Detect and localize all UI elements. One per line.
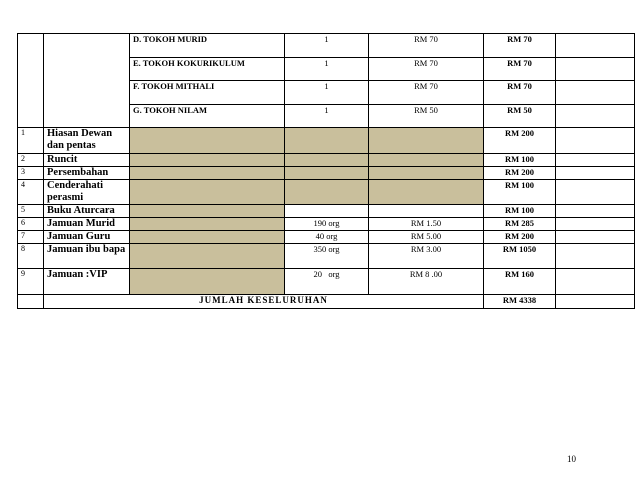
item-row [18, 269, 635, 295]
item-number: 8 [18, 244, 44, 269]
shaded-cell [130, 269, 285, 295]
sub-item-name-cell [44, 34, 130, 128]
item-name: Persembahan [44, 167, 130, 180]
sub-item-qty: 1 [285, 104, 369, 128]
shaded-cell [369, 180, 484, 205]
item-name: Jamuan ibu bapa [44, 244, 130, 269]
empty-cell [556, 269, 635, 295]
empty-cell [556, 57, 635, 81]
item-name: Jamuan :VIP [44, 269, 130, 295]
item-total: RM 285 [484, 218, 556, 231]
sub-item-total: RM 70 [484, 81, 556, 105]
sub-item-number-cell [18, 34, 44, 128]
item-row [18, 180, 635, 205]
empty-cell [556, 205, 635, 218]
empty-cell [556, 154, 635, 167]
item-name: Buku Aturcara [44, 205, 130, 218]
shaded-cell [130, 180, 285, 205]
shaded-cell [130, 128, 285, 154]
item-number: 3 [18, 167, 44, 180]
item-number: 7 [18, 231, 44, 244]
item-row [18, 167, 635, 180]
item-unit-price: RM 8 .00 [369, 269, 484, 295]
sub-item-label: F. TOKOH MITHALI [130, 81, 285, 105]
item-unit-price: RM 3.00 [369, 244, 484, 269]
empty-cell [556, 104, 635, 128]
item-total: RM 200 [484, 167, 556, 180]
item-number: 1 [18, 128, 44, 154]
empty-cell [556, 167, 635, 180]
item-name: Cenderahati perasmi [44, 180, 130, 205]
sub-item-unit: RM 70 [369, 81, 484, 105]
sub-item-unit: RM 50 [369, 104, 484, 128]
shaded-cell [130, 167, 285, 180]
empty-cell [556, 81, 635, 105]
shaded-cell [285, 180, 369, 205]
item-number: 6 [18, 218, 44, 231]
item-unit-price: RM 5.00 [369, 231, 484, 244]
shaded-cell [285, 154, 369, 167]
empty-cell [556, 244, 635, 269]
shaded-cell [369, 154, 484, 167]
item-name: Runcit [44, 154, 130, 167]
item-name: Hiasan Dewan dan pentas [44, 128, 130, 154]
sub-item-total: RM 70 [484, 57, 556, 81]
page-number: 10 [567, 454, 576, 464]
sub-item-qty: 1 [285, 34, 369, 58]
item-row [18, 154, 635, 167]
item-number: 9 [18, 269, 44, 295]
grand-total-row [18, 295, 635, 309]
budget-table [17, 33, 635, 309]
empty-cell [556, 231, 635, 244]
empty-cell [556, 128, 635, 154]
shaded-cell [130, 154, 285, 167]
item-qty: 40 org [285, 231, 369, 244]
sub-item-unit: RM 70 [369, 34, 484, 58]
item-unit-price: RM 1.50 [369, 218, 484, 231]
shaded-cell [130, 205, 285, 218]
item-qty: 350 org [285, 244, 369, 269]
empty-cell [285, 205, 369, 218]
grand-total-value: RM 4338 [484, 295, 556, 309]
shaded-cell [369, 128, 484, 154]
empty-cell [18, 295, 44, 309]
item-qty: 20 org [285, 269, 369, 295]
empty-cell [556, 295, 635, 309]
item-row [18, 231, 635, 244]
item-row [18, 218, 635, 231]
sub-item-unit: RM 70 [369, 57, 484, 81]
item-row [18, 128, 635, 154]
item-total: RM 100 [484, 180, 556, 205]
empty-cell [369, 205, 484, 218]
item-number: 2 [18, 154, 44, 167]
sub-item-label: D. TOKOH MURID [130, 34, 285, 58]
empty-cell [556, 34, 635, 58]
item-total: RM 200 [484, 231, 556, 244]
item-number: 4 [18, 180, 44, 205]
item-name: Jamuan Guru [44, 231, 130, 244]
grand-total-label: JUMLAH KESELURUHAN [44, 295, 484, 309]
shaded-cell [285, 128, 369, 154]
item-total: RM 160 [484, 269, 556, 295]
sub-item-qty: 1 [285, 81, 369, 105]
item-total: RM 200 [484, 128, 556, 154]
item-number: 5 [18, 205, 44, 218]
item-total: RM 100 [484, 205, 556, 218]
sub-item-total: RM 70 [484, 34, 556, 58]
item-total: RM 100 [484, 154, 556, 167]
shaded-cell [130, 218, 285, 231]
item-row [18, 244, 635, 269]
shaded-cell [130, 244, 285, 269]
shaded-cell [130, 231, 285, 244]
sub-item-row [18, 34, 635, 58]
sub-item-total: RM 50 [484, 104, 556, 128]
sub-item-qty: 1 [285, 57, 369, 81]
shaded-cell [285, 167, 369, 180]
item-row [18, 205, 635, 218]
shaded-cell [369, 167, 484, 180]
sub-item-label: G. TOKOH NILAM [130, 104, 285, 128]
sub-item-label: E. TOKOH KOKURIKULUM [130, 57, 285, 81]
empty-cell [556, 180, 635, 205]
item-total: RM 1050 [484, 244, 556, 269]
item-qty: 190 org [285, 218, 369, 231]
item-name: Jamuan Murid [44, 218, 130, 231]
empty-cell [556, 218, 635, 231]
